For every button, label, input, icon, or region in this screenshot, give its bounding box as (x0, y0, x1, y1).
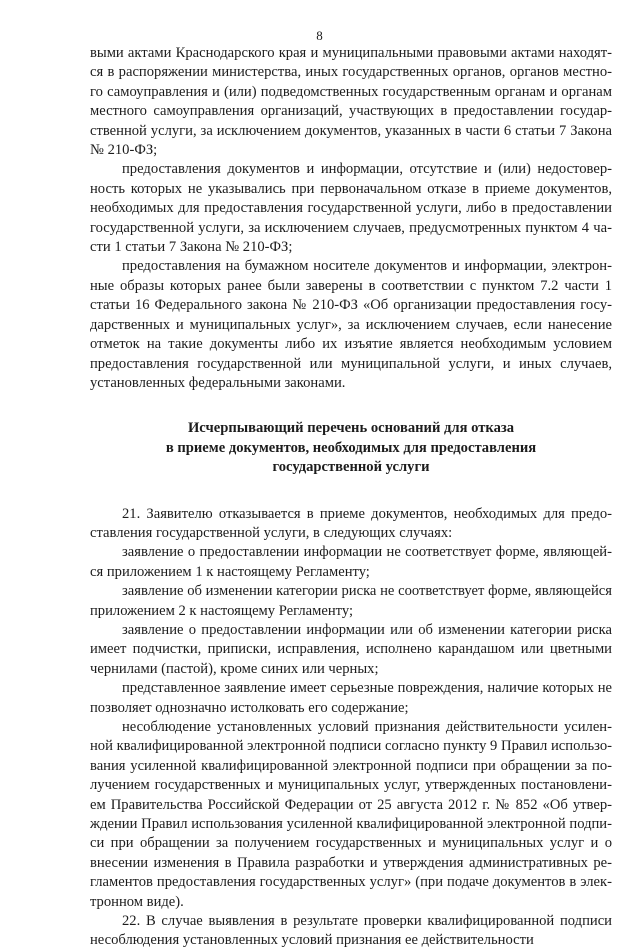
paragraph: выми актами Краснодарского края и муниципальными правовыми актами находятся в распоряжении министерства, иных государственных органов, органов местного самоуправления и (или) подведомственных государственным органам и органам местного самоуправления организаций, участвующих в предоставлении государственной услуги, за исключением документов, указанных в части 6 статьи 7 Закона № 210-ФЗ; (90, 45, 612, 159)
paragraph: заявление об изменении категории риска не соответствует форме, являющейся приложением 2 к настоящему Регламенту; (90, 583, 612, 619)
section-heading (90, 393, 612, 504)
heading-line: Исчерпывающий перечень оснований для отказа (187, 420, 515, 437)
document-body (90, 44, 612, 951)
paragraph: предоставления документов и информации, отсутствие и (или) недостоверность которых не указывались при первоначальном отказе в приеме документов, необходимых для предоставления государственной услуги, либо в предоставлении государственной услуги, за исключением случаев, предусмотренных пунктом 4 части 1 статьи 7 Закона № 210-ФЗ; (90, 161, 612, 256)
page-number: 8 (316, 28, 323, 43)
heading-line: государственной услуги (272, 459, 430, 476)
heading-line: в приеме документов, необходимых для предоставления (165, 439, 537, 456)
paragraph-item-21: 21. Заявителю отказывается в приеме документов, необходимых для предоставления государственной услуги, в следующих случаях: (90, 505, 612, 541)
paragraph: представленное заявление имеет серьезные повреждения, наличие которых не позволяет однозначно истолковать его содержание; (90, 680, 612, 716)
paragraph-item-22: 22. В случае выявления в результате проверки квалифицированной подписи несоблюдения установленных условий признания ее действительности (90, 913, 612, 949)
paragraph: несоблюдение установленных условий признания действительности усиленной квалифицированной электронной подписи согласно пункту 9 Правил использования усиленной квалифицированной электронной подписи при обращении за получением государственных и муниципальных услуг, утвержденных постановлением Правительства Российской Федерации от 25 августа 2012 г. № 852 «Об утверждении Правил использования усиленной квалифицированной электронной подписи при обращении за получением государственных и муниципальных услуг и о внесении изменения в Правила разработки и утверждения административных регламентов предоставления государственных услуг» (при подаче документов в электронном виде). (90, 719, 612, 910)
paragraph: заявление о предоставлении информации или об изменении категории риска имеет подчистки, приписки, исправления, исполнено карандашом или цветными чернилами (пастой), кроме синих или черных; (90, 621, 612, 677)
paragraph: предоставления на бумажном носителе документов и информации, электронные образы которых ранее были заверены в соответствии с пунктом 7.2 части 1 статьи 16 Федерального закона № 210-ФЗ «Об организации предоставления государственных и муниципальных услуг», за исключением случаев, если нанесение отметок на такие документы либо их изъятие является необходимым условием предоставления государственной или муниципальной услуги, и иных случаев, установленных федеральными законами. (90, 258, 612, 391)
paragraph: заявление о предоставлении информации не соответствует форме, являющейся приложением 1 к настоящему Регламенту; (90, 544, 612, 580)
